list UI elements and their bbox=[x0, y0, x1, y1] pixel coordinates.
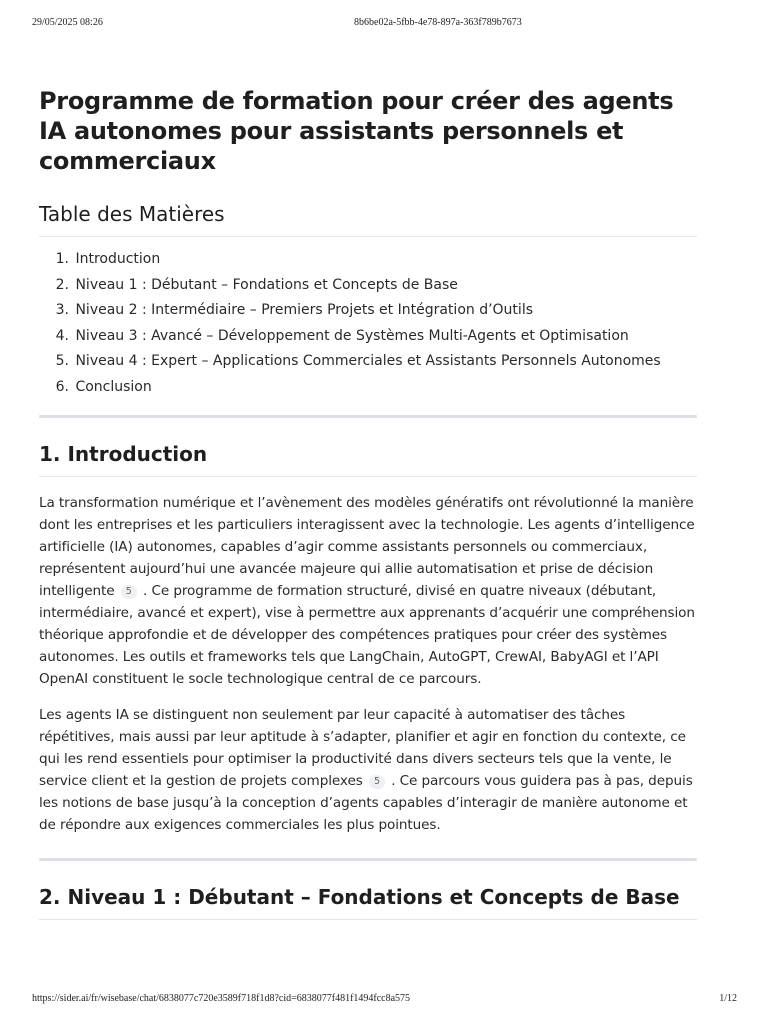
toc-item-label[interactable]: Niveau 1 : Débutant – Fondations et Concepts de Base bbox=[75, 276, 458, 293]
toc-item[interactable] bbox=[53, 324, 697, 350]
toc-item-number: 4. bbox=[55, 327, 69, 344]
toc-item-number: 6. bbox=[55, 378, 69, 395]
toc-item-label[interactable]: Introduction bbox=[75, 251, 161, 267]
toc-item[interactable] bbox=[53, 247, 697, 273]
toc-item[interactable] bbox=[53, 298, 697, 324]
paragraph-text: Les agents IA se distinguent non seulement par leur capacité à automatiser des tâches répétitives, mais aussi par leur aptitude à s’adapter, planifier et agir en fonction du contexte, ce qui les rend essentiels pour optimiser la productivité dans divers secteurs tels que la vente, le service client et la gestion de projets complexes bbox=[39, 706, 686, 789]
paragraph-text: . Ce parcours vous guidera pas à pas, depuis les notions de base jusqu’à la conception d’agents capables d’interagir de manière autonome et de répondre aux exigences commerciales les plus pointues. bbox=[39, 772, 693, 833]
toc-list bbox=[39, 247, 697, 401]
toc-item[interactable] bbox=[53, 375, 697, 401]
section-heading-level-1: 2. Niveau 1 : Débutant – Fondations et Concepts de Base bbox=[39, 883, 697, 920]
document-id: 8b6be02a-5fbb-4e78-897a-363f789b7673 bbox=[354, 17, 522, 28]
print-header bbox=[0, 17, 768, 31]
intro-paragraph-1 bbox=[39, 492, 697, 690]
toc-item[interactable] bbox=[53, 273, 697, 299]
toc-item-label[interactable]: Conclusion bbox=[75, 378, 152, 395]
citation-badge[interactable]: 5 bbox=[369, 775, 385, 789]
toc-heading: Table des Matières bbox=[39, 200, 697, 237]
print-date: 29/05/2025 08:26 bbox=[32, 17, 103, 28]
paragraph-text: . Ce programme de formation structuré, divisé en quatre niveaux (débutant, intermédiaire, avancé et expert), vise à permettre aux apprenants d’acquérir une compréhension théorique approfondie et de développer des compétences pratiques pour créer des systèmes autonomes. Les outils et frameworks tels que LangChain, AutoGPT, CrewAI, BabyAGI et l’API OpenAI constituent le socle technologique central de ce parcours. bbox=[39, 582, 695, 687]
toc-item-number: 5. bbox=[55, 353, 69, 370]
toc-item-label[interactable]: Niveau 3 : Avancé – Développement de Systèmes Multi-Agents et Optimisation bbox=[75, 327, 629, 344]
section-divider bbox=[39, 415, 697, 418]
print-footer bbox=[0, 993, 768, 1007]
toc-item-number: 2. bbox=[55, 276, 69, 293]
toc-item[interactable] bbox=[53, 349, 697, 375]
document-content bbox=[39, 86, 697, 920]
intro-paragraph-2 bbox=[39, 704, 697, 836]
section-heading-introduction: 1. Introduction bbox=[39, 440, 697, 477]
toc-item-number: 3. bbox=[55, 302, 69, 319]
toc-item-label[interactable]: Niveau 2 : Intermédiaire – Premiers Projets et Intégration d’Outils bbox=[75, 302, 533, 319]
toc-item-label[interactable]: Niveau 4 : Expert – Applications Commerciales et Assistants Personnels Autonomes bbox=[75, 353, 661, 370]
page-url: https://sider.ai/fr/wisebase/chat/6838077c720e3589f718f1d8?cid=6838077f481f1494fcc8a575 bbox=[32, 993, 411, 1004]
section-divider bbox=[39, 858, 697, 861]
document-title: Programme de formation pour créer des agents IA autonomes pour assistants personnels et commerciaux bbox=[39, 87, 674, 175]
paragraph-text: La transformation numérique et l’avènement des modèles génératifs ont révolutionné la manière dont les entreprises et les particuliers interagissent avec la technologie. Les agents d’intelligence artificielle (IA) autonomes, capables d’agir comme assistants personnels ou commerciaux, représentent aujourd’hui une avancée majeure qui allie automatisation et prise de décision intelligente bbox=[39, 494, 695, 599]
page-number: 1/12 bbox=[719, 993, 737, 1004]
toc-item-number: 1. bbox=[55, 251, 69, 267]
citation-badge[interactable]: 5 bbox=[121, 585, 137, 599]
